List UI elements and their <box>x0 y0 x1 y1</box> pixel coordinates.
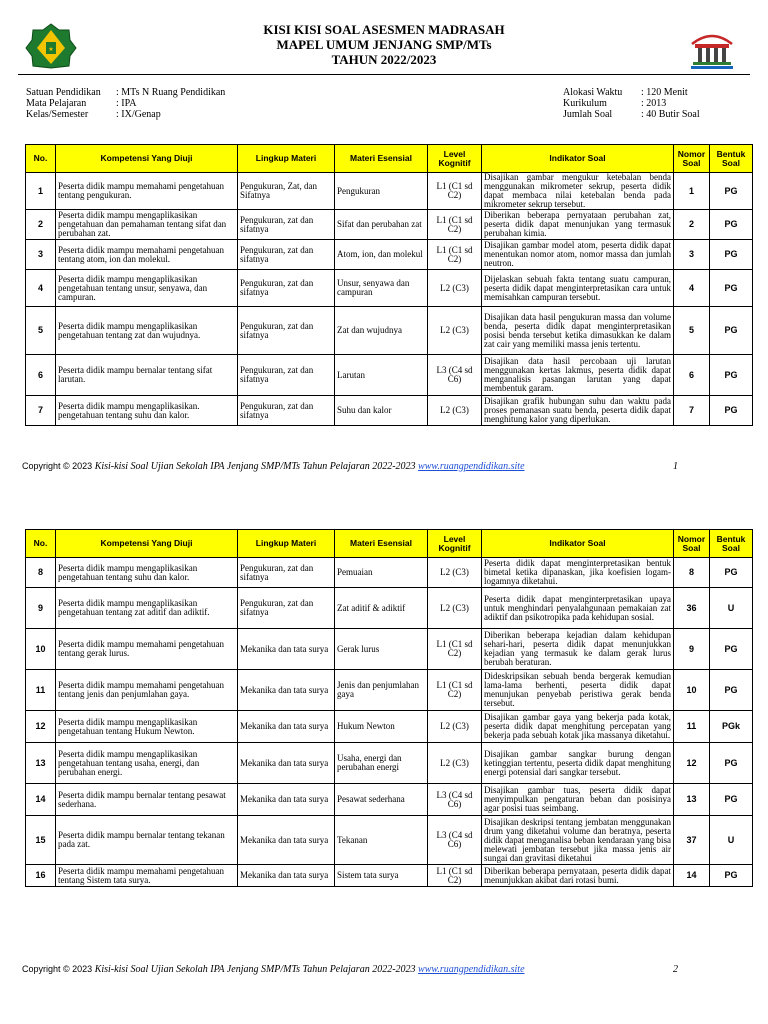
level-header: Level Kognitif <box>428 530 482 558</box>
page-number: 2 <box>673 964 678 975</box>
row-number: 15 <box>26 816 56 865</box>
materi-cell: Tekanan <box>335 816 428 865</box>
bentuk-soal-cell: PG <box>710 396 753 426</box>
meta-left <box>26 87 225 120</box>
header-subtitle: MAPEL UMUM JENJANG SMP/MTs <box>276 37 492 52</box>
table-row <box>26 711 753 743</box>
kompetensi-cell: Peserta didik mampu memahami pengetahuan tentang atom, ion dan molekul. <box>56 240 238 270</box>
materi-cell: Pesawat sederhana <box>335 784 428 816</box>
level-cell: L3 (C4 sd C6) <box>428 355 482 396</box>
indikator-cell: Dideskripsikan sebuah benda bergerak kemudian lama-lama berhenti, peserta didik dapat menunjukan penyebab peristiwa gerak benda tersebut. <box>482 670 674 711</box>
bentuk-header: Bentuk Soal <box>710 145 753 173</box>
table-row <box>26 240 753 270</box>
lingkup-cell: Pengukuran, zat dan sifatnya <box>238 396 335 426</box>
kompetensi-header: Kompetensi Yang Diuji <box>56 530 238 558</box>
bentuk-soal-cell: PG <box>710 629 753 670</box>
table-row <box>26 816 753 865</box>
meta-label: Alokasi Waktu <box>563 87 623 98</box>
nomor-soal-cell: 14 <box>674 865 710 887</box>
level-cell: L2 (C3) <box>428 743 482 784</box>
lingkup-cell: Pengukuran, zat dan sifatnya <box>238 355 335 396</box>
meta-value: : 120 Menit <box>641 87 688 98</box>
kompetensi-cell: Peserta didik mampu mengaplikasikan pengetahuan tentang unsur, senyawa, dan campuran. <box>56 270 238 307</box>
kompetensi-cell: Peserta didik mampu memahami pengetahuan tentang jenis dan penjumlahan gaya. <box>56 670 238 711</box>
bentuk-header: Bentuk Soal <box>710 530 753 558</box>
page-1 <box>0 0 768 480</box>
lingkup-cell: Pengukuran, zat dan sifatnya <box>238 240 335 270</box>
indikator-cell: Diberikan beberapa pernyataan, peserta didik dapat menunjukkan akibat dari rotasi bumi. <box>482 865 674 887</box>
nomor-soal-cell: 4 <box>674 270 710 307</box>
svg-text:★: ★ <box>48 46 54 53</box>
indikator-cell: Peserta didik dapat menginterpretasikan bentuk bimetal ketika dipanaskan, jika koefisien logam-logamnya diketahui. <box>482 558 674 588</box>
footer-title: Kisi-kisi Soal Ujian Sekolah IPA Jenjang SMP/MTs Tahun Pelajaran 2022-2023 <box>94 461 416 472</box>
indikator-header: Indikator Soal <box>482 145 674 173</box>
materi-cell: Jenis dan penjumlahan gaya <box>335 670 428 711</box>
level-cell: L1 (C1 sd C2) <box>428 240 482 270</box>
row-number: 3 <box>26 240 56 270</box>
lingkup-cell: Pengukuran, zat dan sifatnya <box>238 558 335 588</box>
meta-value: : IPA <box>116 98 137 109</box>
table-body <box>26 173 753 426</box>
nomor-soal-cell: 1 <box>674 173 710 210</box>
lingkup-cell: Pengukuran, zat dan sifatnya <box>238 307 335 355</box>
table-row <box>26 865 753 887</box>
bentuk-soal-cell: PGk <box>710 711 753 743</box>
nomor-soal-cell: 5 <box>674 307 710 355</box>
materi-cell: Atom, ion, dan molekul <box>335 240 428 270</box>
kompetensi-header: Kompetensi Yang Diuji <box>56 145 238 173</box>
nomor-soal-cell: 3 <box>674 240 710 270</box>
lingkup-cell: Pengukuran, Zat, dan Sifatnya <box>238 173 335 210</box>
meta-label: Satuan Pendidikan <box>26 87 101 98</box>
row-number: 11 <box>26 670 56 711</box>
lingkup-cell: Mekanika dan tata surya <box>238 816 335 865</box>
bentuk-soal-cell: PG <box>710 355 753 396</box>
indikator-cell: Disajikan gambar mengukur ketebalan benda menggunakan mikrometer sekrup, peserta didik dapat membaca nilai ketebalan benda pada mikrometer sekrup tersebut. <box>482 173 674 210</box>
materi-header: Materi Esensial <box>335 530 428 558</box>
table-row <box>26 629 753 670</box>
bentuk-soal-cell: PG <box>710 670 753 711</box>
madrasah-building-logo-icon <box>688 26 736 72</box>
level-cell: L2 (C3) <box>428 270 482 307</box>
level-cell: L2 (C3) <box>428 307 482 355</box>
meta-value: : 40 Butir Soal <box>641 109 700 120</box>
meta-value: : IX/Genap <box>116 109 161 120</box>
table-row <box>26 670 753 711</box>
kompetensi-cell: Peserta didik mampu memahami pengetahuan tentang gerak lurus. <box>56 629 238 670</box>
lingkup-cell: Mekanika dan tata surya <box>238 670 335 711</box>
lingkup-cell: Pengukuran, zat dan sifatnya <box>238 210 335 240</box>
kompetensi-cell: Peserta didik mampu bernalar tentang pesawat sederhana. <box>56 784 238 816</box>
table-row <box>26 396 753 426</box>
indikator-cell: Disajikan data hasil pengukuran massa dan volume benda, peserta didik dapat menginterpretasikan posisi benda tersebut ketika dimasukkan ke dalam zat cair yang memiliki massa jenis tertentu. <box>482 307 674 355</box>
table-header <box>26 530 753 558</box>
kompetensi-cell: Peserta didik mampu mengaplikasikan pengetahuan tentang usaha, energi, dan perubahan energi. <box>56 743 238 784</box>
footer-copyright: Copyright © 2023 <box>22 964 93 974</box>
level-cell: L3 (C4 sd C6) <box>428 784 482 816</box>
footer-link[interactable]: www.ruangpendidikan.site <box>418 461 525 472</box>
indikator-cell: Diberikan beberapa kejadian dalam kehidupan sehari-hari, peserta didik dapat menunjukkan kejadian yang termasuk ke dalam gerak lurus berubah beraturan. <box>482 629 674 670</box>
level-cell: L1 (C1 sd C2) <box>428 670 482 711</box>
nomor-header: Nomor Soal <box>674 145 710 173</box>
table-row <box>26 355 753 396</box>
materi-cell: Unsur, senyawa dan campuran <box>335 270 428 307</box>
level-cell: L3 (C4 sd C6) <box>428 816 482 865</box>
document-header <box>150 22 618 67</box>
page-2 <box>0 522 768 1024</box>
bentuk-soal-cell: U <box>710 588 753 629</box>
kompetensi-cell: Peserta didik mampu bernalar tentang sifat larutan. <box>56 355 238 396</box>
bentuk-soal-cell: PG <box>710 240 753 270</box>
materi-header: Materi Esensial <box>335 145 428 173</box>
meta-label: Kelas/Semester <box>26 109 89 120</box>
level-cell: L1 (C1 sd C2) <box>428 629 482 670</box>
meta-label: Jumlah Soal <box>563 109 613 120</box>
meta-right <box>563 87 700 120</box>
kompetensi-cell: Peserta didik mampu bernalar tentang tekanan pada zat. <box>56 816 238 865</box>
level-cell: L1 (C1 sd C2) <box>428 173 482 210</box>
bentuk-soal-cell: PG <box>710 558 753 588</box>
table-header <box>26 145 753 173</box>
row-number: 8 <box>26 558 56 588</box>
lingkup-header: Lingkup Materi <box>238 530 335 558</box>
row-number: 6 <box>26 355 56 396</box>
footer <box>22 461 750 472</box>
meta-label: Mata Pelajaran <box>26 98 87 109</box>
indikator-cell: Disajikan grafik hubungan suhu dan waktu pada proses pemanasan suatu benda, peserta didik dapat menghitung kalor yang diperlukan. <box>482 396 674 426</box>
meta-value: : 2013 <box>641 98 667 109</box>
header-rule <box>18 74 750 75</box>
row-number: 5 <box>26 307 56 355</box>
indikator-cell: Dijelaskan sebuah fakta tentang suatu campuran, peserta didik dapat menginterpretasikan cara untuk memisahkan campuran tersebut. <box>482 270 674 307</box>
bentuk-soal-cell: U <box>710 816 753 865</box>
kompetensi-cell: Peserta didik mampu mengaplikasikan. pengetahuan tentang suhu dan kalor. <box>56 396 238 426</box>
materi-cell: Zat aditif & adiktif <box>335 588 428 629</box>
kompetensi-cell: Peserta didik mampu mengaplikasikan pengetahuan tentang Hukum Newton. <box>56 711 238 743</box>
kompetensi-cell: Peserta didik mampu mengaplikasikan pengetahuan dan pemahaman tentang sifat dan perubahan zat. <box>56 210 238 240</box>
materi-cell: Pemuaian <box>335 558 428 588</box>
nomor-soal-cell: 10 <box>674 670 710 711</box>
level-cell: L2 (C3) <box>428 711 482 743</box>
footer <box>22 964 750 975</box>
table-row <box>26 743 753 784</box>
footer-copyright: Copyright © 2023 <box>22 461 93 471</box>
row-number: 4 <box>26 270 56 307</box>
nomor-soal-cell: 12 <box>674 743 710 784</box>
table-row <box>26 270 753 307</box>
kompetensi-cell: Peserta didik mampu memahami pengetahuan tentang pengukuran. <box>56 173 238 210</box>
level-cell: L2 (C3) <box>428 588 482 629</box>
indikator-cell: Disajikan gambar model atom, peserta didik dapat menentukan nomor atom, nomor massa dan jumlah neutron. <box>482 240 674 270</box>
level-cell: L1 (C1 sd C2) <box>428 210 482 240</box>
lingkup-cell: Mekanika dan tata surya <box>238 865 335 887</box>
nomor-soal-cell: 13 <box>674 784 710 816</box>
table-row <box>26 558 753 588</box>
materi-cell: Hukum Newton <box>335 711 428 743</box>
materi-cell: Sistem tata surya <box>335 865 428 887</box>
table-row <box>26 173 753 210</box>
level-cell: L2 (C3) <box>428 396 482 426</box>
row-number: 9 <box>26 588 56 629</box>
nomor-soal-cell: 11 <box>674 711 710 743</box>
indikator-cell: Disajikan data hasil percobaan uji larutan menggunakan kertas lakmus, peserta didik dapat menganalisis pasangan larutan yang dapat membentuk garam. <box>482 355 674 396</box>
row-number: 1 <box>26 173 56 210</box>
materi-cell: Larutan <box>335 355 428 396</box>
header-title: KISI KISI SOAL ASESMEN MADRASAH <box>263 22 505 37</box>
row-number: 14 <box>26 784 56 816</box>
kompetensi-cell: Peserta didik mampu mengaplikasikan pengetahuan tentang zat aditif dan adiktif. <box>56 588 238 629</box>
lingkup-header: Lingkup Materi <box>238 145 335 173</box>
kompetensi-cell: Peserta didik mampu mengaplikasikan pengetahuan tentang zat dan wujudnya. <box>56 307 238 355</box>
indikator-cell: Disajikan gambar gaya yang bekerja pada kotak, peserta didik dapat menghitung percepatan yang bekerja pada sebuah kotak jika massanya diketahui. <box>482 711 674 743</box>
materi-cell: Suhu dan kalor <box>335 396 428 426</box>
row-number: 13 <box>26 743 56 784</box>
nomor-soal-cell: 37 <box>674 816 710 865</box>
bentuk-soal-cell: PG <box>710 210 753 240</box>
kompetensi-cell: Peserta didik mampu mengaplikasikan pengetahuan tentang suhu dan kalor. <box>56 558 238 588</box>
nomor-soal-cell: 36 <box>674 588 710 629</box>
nomor-soal-cell: 7 <box>674 396 710 426</box>
row-number: 12 <box>26 711 56 743</box>
indikator-header: Indikator Soal <box>482 530 674 558</box>
row-number: 10 <box>26 629 56 670</box>
footer-link[interactable]: www.ruangpendidikan.site <box>418 964 525 975</box>
nomor-header: Nomor Soal <box>674 530 710 558</box>
kisi-kisi-table <box>25 529 753 887</box>
level-cell: L2 (C3) <box>428 558 482 588</box>
lingkup-cell: Mekanika dan tata surya <box>238 784 335 816</box>
table-row <box>26 588 753 629</box>
bentuk-soal-cell: PG <box>710 784 753 816</box>
page-number: 1 <box>673 461 678 472</box>
indikator-cell: Disajikan deskripsi tentang jembatan menggunakan drum yang diketahui volume dan beratnya, peserta didik dapat menganalisa beban kendaraan yang bisa melewati jembatan tersebut jika massa jenis air sungai dan gravitasi diketahui <box>482 816 674 865</box>
no-header: No. <box>26 145 56 173</box>
footer-title: Kisi-kisi Soal Ujian Sekolah IPA Jenjang SMP/MTs Tahun Pelajaran 2022-2023 <box>94 964 416 975</box>
indikator-cell: Peserta didik dapat menginterpretasikan upaya untuk menghindari penyalahgunaan pemakaian zat adiktif dan psikotropika pada kehidupan sosial. <box>482 588 674 629</box>
row-number: 2 <box>26 210 56 240</box>
no-header: No. <box>26 530 56 558</box>
lingkup-cell: Pengukuran, zat dan sifatnya <box>238 588 335 629</box>
materi-cell: Sifat dan perubahan zat <box>335 210 428 240</box>
bentuk-soal-cell: PG <box>710 307 753 355</box>
materi-cell: Gerak lurus <box>335 629 428 670</box>
table-row <box>26 210 753 240</box>
lingkup-cell: Mekanika dan tata surya <box>238 629 335 670</box>
row-number: 7 <box>26 396 56 426</box>
kompetensi-cell: Peserta didik mampu memahami pengetahuan tentang Sistem tata surya. <box>56 865 238 887</box>
meta-value: : MTs N Ruang Pendidikan <box>116 87 226 98</box>
row-number: 16 <box>26 865 56 887</box>
bentuk-soal-cell: PG <box>710 865 753 887</box>
materi-cell: Usaha, energi dan perubahan energi <box>335 743 428 784</box>
indikator-cell: Disajikan gambar tuas, peserta didik dapat menyimpulkan pengaturan beban dan posisinya agar posisi tuas seimbang. <box>482 784 674 816</box>
table-row <box>26 307 753 355</box>
bentuk-soal-cell: PG <box>710 743 753 784</box>
indikator-cell: Diberikan beberapa pernyataan perubahan zat, peserta didik dapat menunjukan yang termasuk perubahan kimia. <box>482 210 674 240</box>
materi-cell: Pengukuran <box>335 173 428 210</box>
lingkup-cell: Mekanika dan tata surya <box>238 711 335 743</box>
nomor-soal-cell: 6 <box>674 355 710 396</box>
indikator-cell: Disajikan gambar sangkar burung dengan ketinggian tertentu, peserta didik dapat menghitung energi potensial dari sangkar tersebut. <box>482 743 674 784</box>
table-row <box>26 784 753 816</box>
meta-label: Kurikulum <box>563 98 607 109</box>
header-year: TAHUN 2022/2023 <box>331 52 437 67</box>
nomor-soal-cell: 2 <box>674 210 710 240</box>
level-header: Level Kognitif <box>428 145 482 173</box>
materi-cell: Zat dan wujudnya <box>335 307 428 355</box>
lingkup-cell: Mekanika dan tata surya <box>238 743 335 784</box>
lingkup-cell: Pengukuran, zat dan sifatnya <box>238 270 335 307</box>
level-cell: L1 (C1 sd C2) <box>428 865 482 887</box>
bentuk-soal-cell: PG <box>710 173 753 210</box>
nomor-soal-cell: 8 <box>674 558 710 588</box>
bentuk-soal-cell: PG <box>710 270 753 307</box>
kisi-kisi-table <box>25 144 753 426</box>
kemenag-logo-icon <box>24 22 78 70</box>
nomor-soal-cell: 9 <box>674 629 710 670</box>
table-body <box>26 558 753 887</box>
